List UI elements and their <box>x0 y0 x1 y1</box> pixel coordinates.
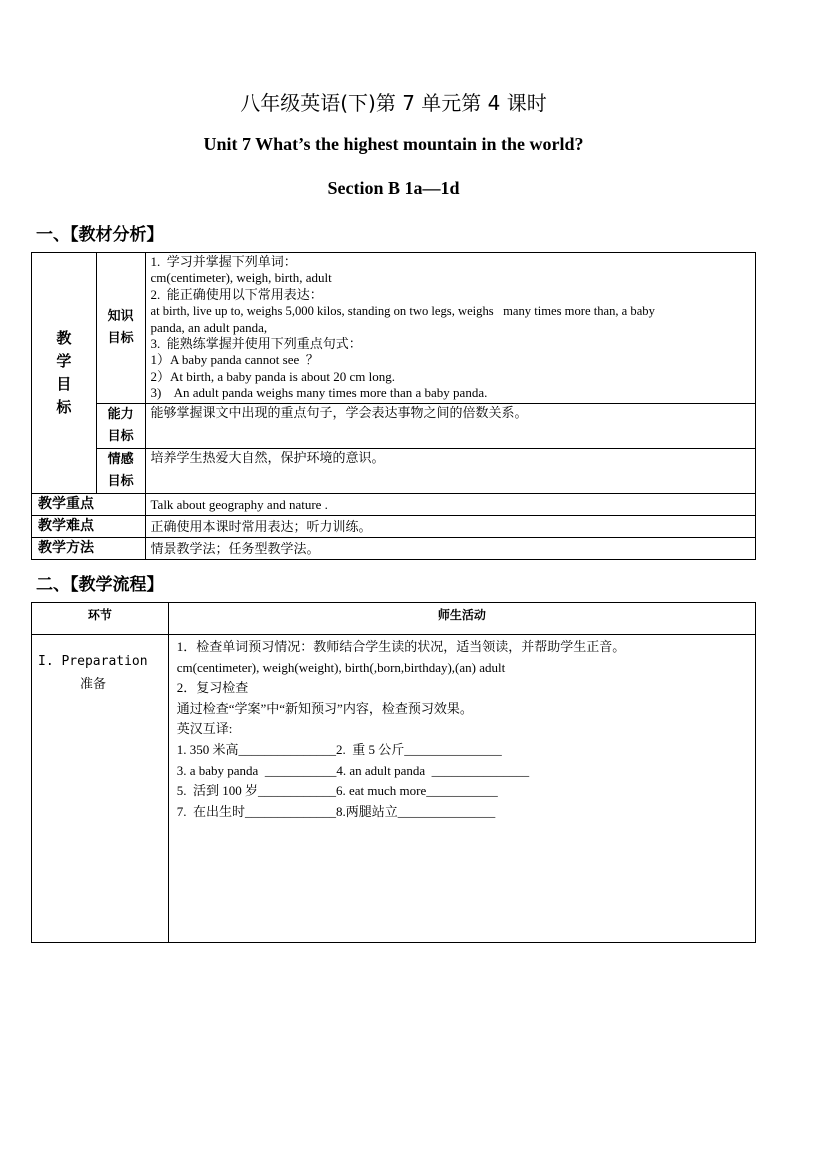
goals-char-2: 学 <box>56 352 72 370</box>
key-point-content <box>145 494 755 516</box>
knowledge-label-line1: 知识 <box>107 309 134 324</box>
activity-cell <box>168 635 755 943</box>
ability-label-cell <box>96 404 145 449</box>
ability-text: 能够掌握课文中出现的重点句子，学会表达事物之间的倍数关系。 <box>150 405 528 420</box>
knowledge-line: cm(centimeter), weigh, birth, adult <box>150 270 332 286</box>
section1-heading: 一、【教材分析】 <box>36 225 164 245</box>
key-point-label-cell <box>32 494 146 516</box>
goals-label <box>32 327 96 419</box>
analysis-table <box>31 252 756 560</box>
activity-line: 英汉互译: <box>176 721 233 737</box>
method-text: 情景教学法；任务型教学法。 <box>150 541 320 556</box>
goals-label-cell <box>32 253 97 494</box>
knowledge-content <box>145 253 755 404</box>
goals-char-1: 教 <box>56 329 72 347</box>
stage-header: 环节 <box>87 608 112 622</box>
difficulty-label: 教学难点 <box>38 518 94 534</box>
method-content <box>145 538 755 560</box>
activity-line: cm(centimeter), weigh(weight), birth(,born,birthday),(an) adult <box>176 659 506 675</box>
key-point-text: Talk about geography and nature . <box>150 497 328 512</box>
knowledge-line: 3) An adult panda weighs many times more than a baby panda. <box>150 385 488 401</box>
section-title: Section B 1a—1d <box>327 178 460 198</box>
knowledge-line: 2）At birth, a baby panda is about 20 cm long. <box>150 368 395 384</box>
key-point-label: 教学重点 <box>38 496 94 512</box>
stage-header-cell <box>32 603 169 635</box>
document-title: 八年级英语(下)第 7 单元第 4 课时 <box>240 91 547 115</box>
activity-header: 师生活动 <box>437 608 486 622</box>
difficulty-text: 正确使用本课时常用表达；听力训练。 <box>150 519 372 534</box>
activity-line: 2．复习检查 <box>176 680 249 696</box>
ability-label-line2: 目标 <box>107 429 134 444</box>
knowledge-line: 1. 学习并掌握下列单词： <box>150 254 297 269</box>
ability-content <box>145 404 755 449</box>
emotion-text: 培养学生热爱大自然，保护环境的意识。 <box>150 450 385 465</box>
emotion-label-line2: 目标 <box>107 474 134 489</box>
knowledge-label-line2: 目标 <box>107 331 134 346</box>
goals-char-4: 标 <box>56 398 72 416</box>
process-table <box>31 602 756 943</box>
emotion-label-line1: 情感 <box>107 452 134 467</box>
knowledge-line: 2. 能正确使用以下常用表达： <box>150 286 323 302</box>
exercise-line: 1. 350 米高_______________2. 重 5 公斤_______________ <box>176 741 502 757</box>
goals-char-3: 目 <box>56 375 72 393</box>
activity-line: 通过检查“学案”中“新知预习”内容，检查预习效果。 <box>176 700 473 716</box>
unit-title: Unit 7 What’s the highest mountain in the world? <box>203 134 584 154</box>
exercise-line: 7. 在出生时______________8.两腿站立_______________ <box>176 803 496 819</box>
knowledge-line: at birth, live up to, weighs 5,000 kilos, standing on two legs, weighs many times more than, a baby <box>150 304 655 319</box>
emotion-label-cell <box>96 449 145 494</box>
knowledge-label-cell <box>96 253 145 404</box>
method-label: 教学方法 <box>38 540 94 556</box>
knowledge-line: 1）A baby panda cannot see ？ <box>150 352 319 368</box>
ability-label-line1: 能力 <box>107 407 134 422</box>
activity-header-cell <box>168 603 755 635</box>
exercise-line: 3. a baby panda ___________4. an adult panda _______________ <box>176 762 530 778</box>
exercise-line: 5. 活到 100 岁____________6. eat much more___________ <box>176 783 498 799</box>
stage-name-en: I. Preparation <box>38 654 148 669</box>
knowledge-line: 3. 能熟练掌握并使用下列重点句式： <box>150 336 362 352</box>
section2-heading: 二、【教学流程】 <box>36 575 164 595</box>
stage-cell <box>32 635 169 943</box>
stage-name-zh: 准备 <box>80 677 107 692</box>
method-label-cell <box>32 538 146 560</box>
difficulty-label-cell <box>32 516 146 538</box>
knowledge-line: panda, an adult panda, <box>150 319 268 335</box>
emotion-content <box>145 449 755 494</box>
difficulty-content <box>145 516 755 538</box>
activity-line: 1．检查单词预习情况：教师结合学生读的状况，适当领读，并帮助学生正音。 <box>176 639 626 654</box>
